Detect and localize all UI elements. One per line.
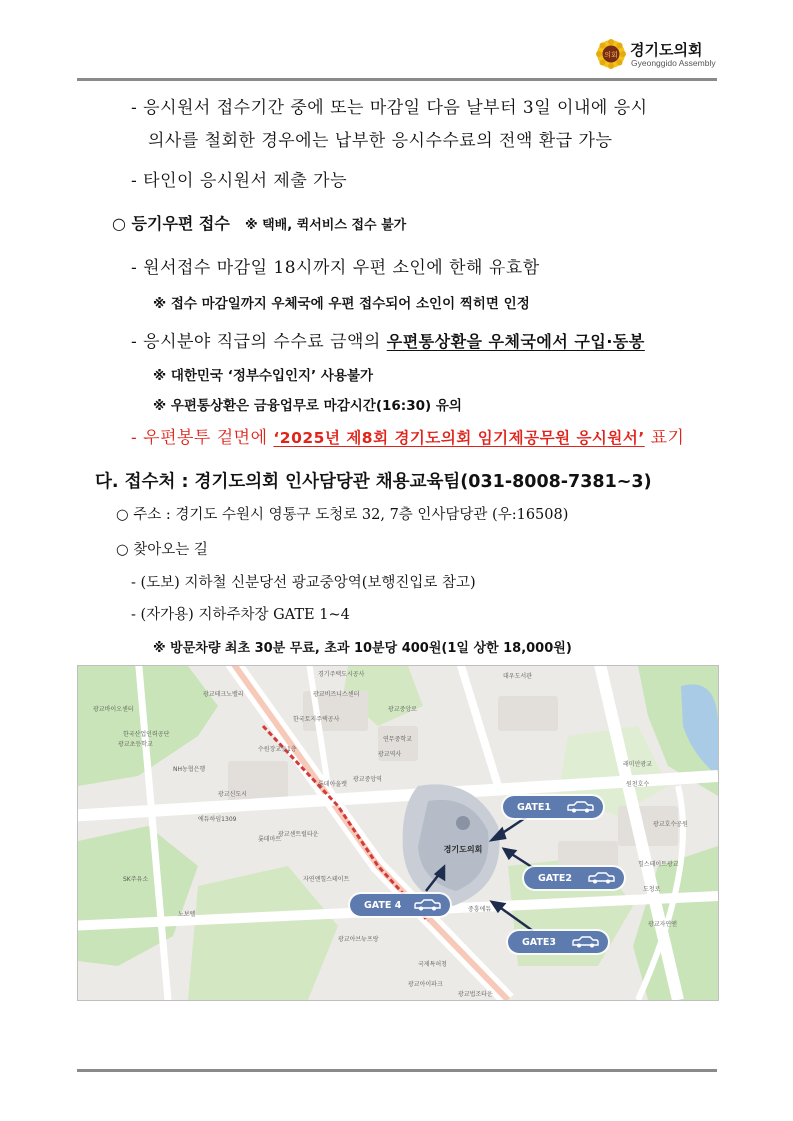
car-icon: [571, 935, 599, 949]
header-rule: [77, 78, 717, 81]
map-place-label: 수원장교동1층: [258, 746, 297, 753]
map-place-label: 연무중학교: [383, 736, 412, 743]
map-place-label: SK주유소: [123, 876, 149, 883]
map-place-label: 도청로: [643, 886, 661, 893]
assembly-logo: [596, 37, 721, 73]
map-place-label: 롯데마트: [258, 836, 282, 843]
map-center-label: 경기도의회: [443, 845, 483, 854]
parking-fee-note: ※ 방문차량 최초 30분 무료, 초과 10분당 400원(1일 상한 18,000원): [153, 641, 572, 656]
registered-mail-note: ※ 택배, 퀵서비스 접수 불가: [244, 218, 407, 233]
map-place-label: 광교호수공원: [653, 821, 688, 828]
map-place-label: 광교아브뉴프랑: [338, 936, 379, 943]
map-place-label: 광교초등학교: [118, 741, 153, 748]
address-line: ○ 주소 : 경기도 수원시 영통구 도청로 32, 7층 인사담당관 (우:16508): [116, 507, 569, 523]
map-place-label: 노보텔: [178, 911, 196, 918]
registered-mail-title: ○ 등기우편 접수: [112, 214, 230, 233]
map-place-label: 광교신도시: [218, 791, 247, 798]
map-place-label: 롯데아울렛: [318, 781, 347, 788]
map-place-label: 중흥에듀: [468, 906, 492, 913]
envelope-suffix: 표기: [644, 428, 685, 448]
refund-line-2: 의사를 철회한 경우에는 납부한 응시수수료의 전액 환급 가능: [148, 131, 613, 151]
gate3-label: GATE3: [508, 931, 608, 953]
reception-heading: 다. 접수처 : 경기도의회 인사담당관 채용교육팀(031-8008-7381~3): [95, 472, 652, 492]
envelope-highlight: ‘2025년 제8회 경기도의회 임기제공무원 응시원서’: [273, 429, 645, 447]
car-line: - (자가용) 지하주차장 GATE 1~4: [131, 607, 350, 623]
svg-text:의회: 의회: [604, 51, 618, 59]
org-subtitle: Gyeonggido Assembly: [631, 58, 716, 68]
gate1-label: GATE1: [503, 796, 603, 818]
map-place-label: 광교자연앤: [648, 921, 677, 928]
map-place-label: 광교법조타운: [458, 991, 493, 998]
map-place-label: 힐스테이트광교: [638, 861, 679, 868]
map-drawing: [78, 666, 718, 1000]
money-order-prefix: - 응시분야 직급의 수수료 금액의: [131, 332, 387, 352]
proxy-line: - 타인이 응시원서 제출 가능: [131, 171, 348, 191]
map-place-label: 국제특허청: [418, 961, 447, 968]
map-place-label: 에듀하임1309: [198, 816, 237, 823]
footer-rule: [77, 1069, 717, 1072]
map-place-label: 한국산업인력공단: [123, 731, 170, 738]
map-place-label: NH농협은행: [173, 766, 206, 773]
refund-line-1: - 응시원서 접수기간 중에 또는 마감일 다음 날부터 3일 이내에 응시: [131, 98, 648, 118]
gate4-label: GATE 4: [350, 894, 450, 916]
walk-line: - (도보) 지하철 신분당선 광교중앙역(보행진입로 참고): [131, 575, 476, 591]
map-place-label: 광교테크노밸리: [203, 691, 244, 698]
car-icon: [587, 871, 615, 885]
postmark-note: ※ 접수 마감일까지 우체국에 우편 접수되어 소인이 찍히면 인정: [153, 296, 530, 312]
money-order-line: [131, 327, 645, 352]
map-place-label: 광교비즈니스센터: [313, 691, 360, 698]
money-order-highlight: 우편통상환을 우체국에서 구입·동봉: [386, 332, 645, 351]
map-place-label: 자연앤힐스테이트: [303, 876, 350, 883]
map-place-label: 원천호수: [626, 781, 650, 788]
envelope-prefix: - 우편봉투 겉면에: [131, 428, 274, 448]
location-map: [77, 665, 719, 1001]
map-place-label: 경기주택도시공사: [318, 671, 365, 678]
car-icon: [413, 898, 441, 912]
deadline-time-note: ※ 우편통상환은 금융업무로 마감시간(16:30) 유의: [153, 398, 462, 414]
map-place-label: 대우도서관: [503, 673, 532, 680]
envelope-line: [131, 423, 684, 448]
map-place-label: 광교중앙로: [388, 706, 417, 713]
map-place-label: 한국토지주택공사: [293, 716, 340, 723]
map-place-label: 래미안광교: [623, 761, 652, 768]
postmark-line: - 원서접수 마감일 18시까지 우편 소인에 한해 유효함: [131, 258, 540, 278]
map-place-label: 광교아이파크: [408, 981, 443, 988]
registered-mail-heading: [112, 211, 406, 234]
directions-line: ○ 찾아오는 길: [116, 542, 208, 558]
assembly-seal-icon: [596, 39, 626, 69]
org-name: 경기도의회: [630, 41, 703, 59]
map-place-label: 광교바이오센터: [93, 706, 134, 713]
map-place-label: 광교역사: [378, 751, 402, 758]
car-icon: [566, 800, 594, 814]
revenue-stamp-note: ※ 대한민국 ‘정부수입인지’ 사용불가: [153, 368, 374, 384]
map-place-label: 광교중앙역: [353, 776, 382, 783]
gate2-label: GATE2: [524, 867, 624, 889]
map-place-label: 광교센트럴타운: [278, 831, 319, 838]
